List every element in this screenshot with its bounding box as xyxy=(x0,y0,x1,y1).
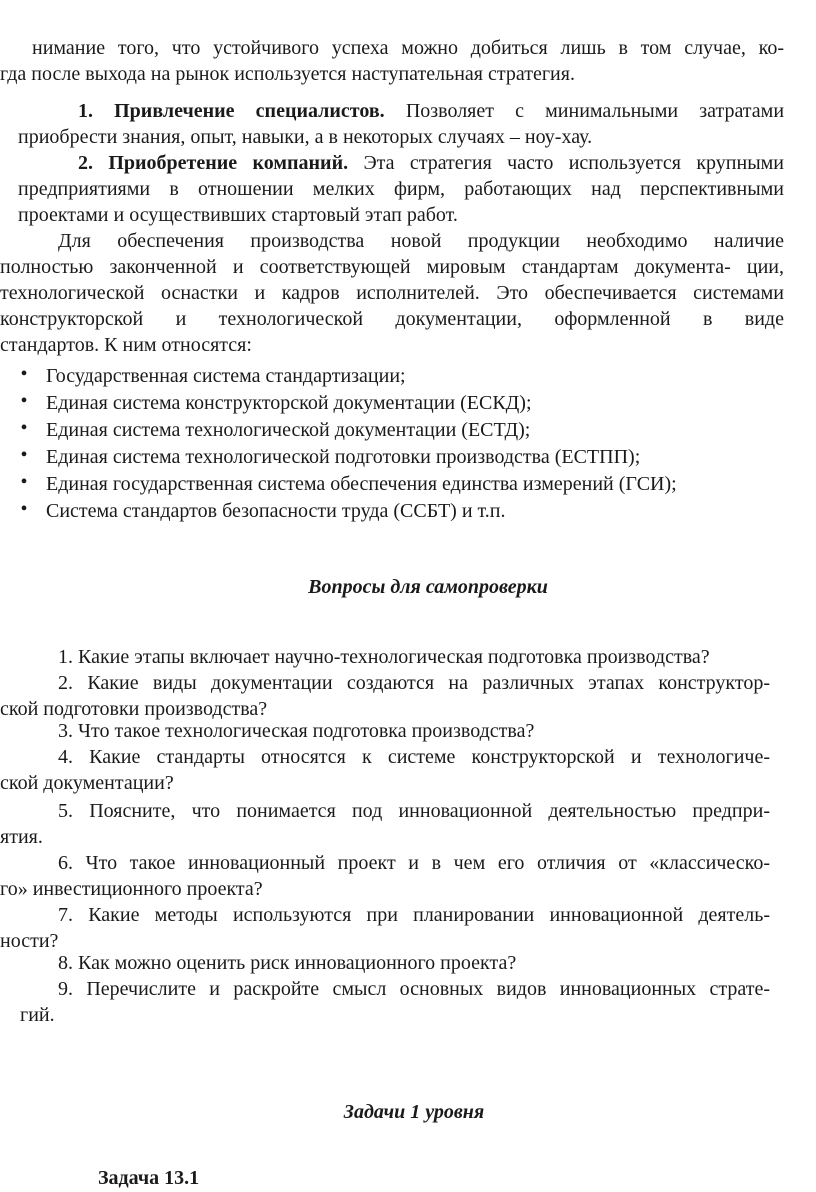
strategy-text: проектами и осуществивших стартовый этап работ. xyxy=(18,204,458,226)
question-item: 4. Какие стандарты относятся к системе конструкторской и технологиче- xyxy=(58,746,770,768)
question-item: 1. Какие этапы включает научно-технологическая подготовка производства? xyxy=(58,646,710,668)
question-item: ятия. xyxy=(0,826,43,848)
question-item: ской подготовки производства? xyxy=(0,698,268,720)
bullet-icon: • xyxy=(20,363,28,385)
question-item: го» инвестиционного проекта? xyxy=(0,878,263,900)
list-item-text: Система стандартов безопасности труда (ССБТ) и т.п. xyxy=(46,500,506,522)
list-item-text: Государственная система стандартизации; xyxy=(46,365,406,387)
list-item-text: Единая система конструкторской документации (ЕСКД); xyxy=(46,392,532,414)
strategy-text: приобрести знания, опыт, навыки, а в некоторых случаях – ноу-хау. xyxy=(18,126,593,148)
question-item: 3. Что такое технологическая подготовка производства? xyxy=(58,720,535,742)
bullet-icon: • xyxy=(20,498,28,520)
question-item: 5. Поясните, что понимается под инновационной деятельностью предпри- xyxy=(58,800,770,822)
strategy-title: 1. Привлечение специалистов. xyxy=(78,100,385,122)
question-item: 9. Перечислите и раскройте смысл основных видов инновационных страте- xyxy=(58,978,770,1000)
strategy-item xyxy=(78,150,784,176)
task-title: Задача 13.1 xyxy=(98,1167,200,1189)
strategy-title: 2. Приобретение компаний. xyxy=(78,152,349,174)
bullet-icon: • xyxy=(20,390,28,412)
question-item: ской документации? xyxy=(0,772,174,794)
question-item: 8. Как можно оценить риск инновационного проекта? xyxy=(58,952,517,974)
paragraph-line: стандартов. К ним относятся: xyxy=(0,334,252,356)
bullet-icon: • xyxy=(20,417,28,439)
section-heading-questions: Вопросы для самопроверки xyxy=(308,576,548,598)
strategy-text: Эта стратегия часто используется крупными xyxy=(363,152,784,174)
question-item: 6. Что такое инновационный проект и в чем его отличия от «классическо- xyxy=(58,852,770,874)
question-item: 7. Какие методы используются при планировании инновационной деятель- xyxy=(58,904,770,926)
list-item-text: Единая система технологической документации (ЕСТД); xyxy=(46,419,531,441)
list-item-text: Единая государственная система обеспечения единства измерений (ГСИ); xyxy=(46,473,677,495)
question-item: ности? xyxy=(0,930,59,952)
bullet-icon: • xyxy=(20,444,28,466)
paragraph-line: полностью законченной и соответствующей мировым стандартам документа- ции, xyxy=(0,256,784,278)
paragraph-line: технологической оснастки и кадров исполнителей. Это обеспечивается системами xyxy=(0,282,784,304)
bullet-icon: • xyxy=(20,471,28,493)
question-item: 2. Какие виды документации создаются на различных этапах конструктор- xyxy=(58,672,770,694)
list-item-text: Единая система технологической подготовки производства (ЕСТПП); xyxy=(46,446,641,468)
paragraph-line: Для обеспечения производства новой продукции необходимо наличие xyxy=(58,230,784,252)
intro-line: гда после выхода на рынок используется наступательная стратегия. xyxy=(0,63,575,85)
intro-line: нимание того, что устойчивого успеха можно добиться лишь в том случае, ко- xyxy=(32,37,784,59)
section-heading-tasks: Задачи 1 уровня xyxy=(343,1101,485,1123)
strategy-text: Позволяет с минимальными затратами xyxy=(405,100,785,122)
paragraph-line: конструкторской и технологической документации, оформленной в виде xyxy=(0,308,784,330)
strategy-item xyxy=(78,98,784,124)
strategy-text: предприятиями в отношении мелких фирм, работающих над перспективными xyxy=(18,178,784,200)
question-item: гий. xyxy=(20,1004,55,1026)
